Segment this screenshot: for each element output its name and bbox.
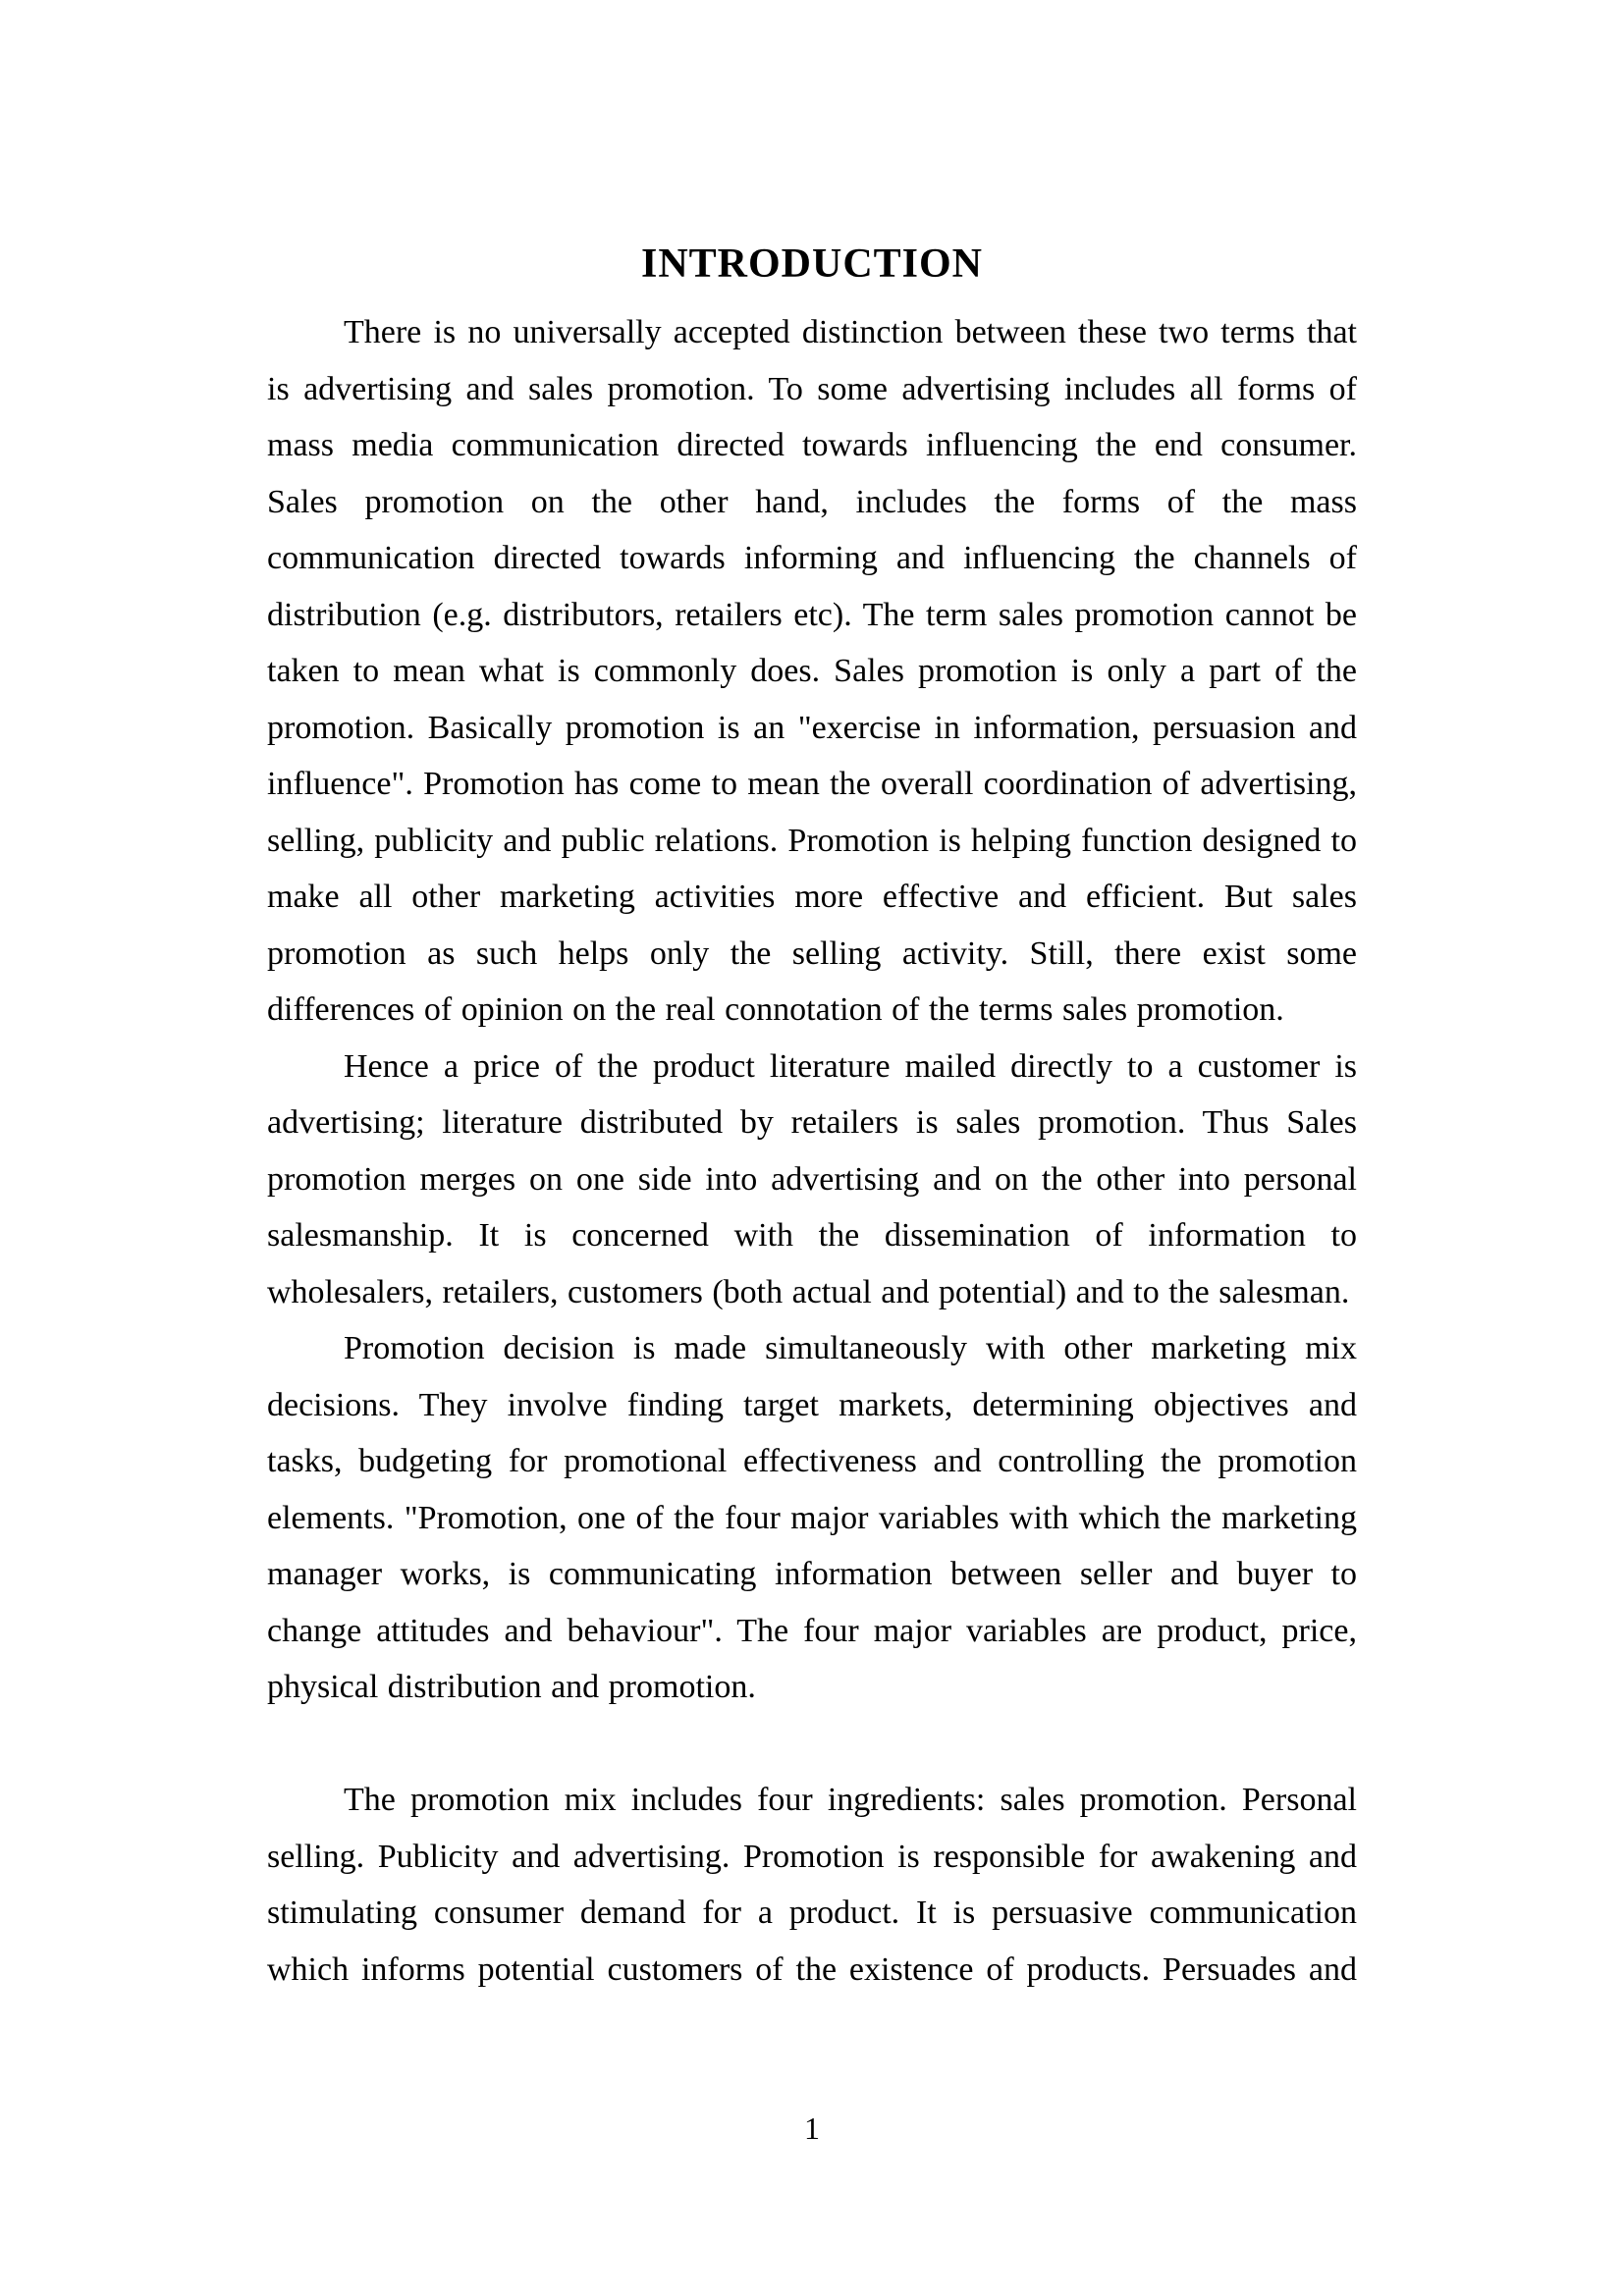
paragraph-3: Promotion decision is made simultaneously with other marketing mix decisions. They involve finding target markets, determining objectives and tasks, budgeting for promotional effectiveness and controlling the promotion elements. "Promotion, one of the four major variables with which the marketing manager works, is communicating information between seller and buyer to change attitudes and behaviour". The four major variables are product, price, physical distribution and promotion.	[267, 1330, 1357, 1705]
paragraph-4: The promotion mix includes four ingredients: sales promotion. Personal selling. Publicity and advertising. Promotion is responsible for awakening and stimulating consumer demand for a product. It is persuasive communication which informs potential customers of the existence of products. Persuades and	[267, 1782, 1357, 1988]
document-content	[267, 234, 1357, 1998]
page-number: 1	[804, 2110, 820, 2146]
paragraph-2: Hence a price of the product literature mailed directly to a customer is advertising; literature distributed by retailers is sales promotion. Thus Sales promotion merges on one side into advertising and on the other into personal salesmanship. It is concerned with the dissemination of information to wholesalers, retailers, customers (both actual and potential) and to the salesman.	[267, 1047, 1357, 1310]
document-title: INTRODUCTION	[640, 241, 984, 287]
paragraph-1: There is no universally accepted distinction between these two terms that is advertising and sales promotion. To some advertising includes all forms of mass media communication directed towards influencing the end consumer. Sales promotion on the other hand, includes the forms of the mass communication directed towards informing and influencing the channels of distribution (e.g. distributors, retailers etc). The term sales promotion cannot be taken to mean what is commonly does. Sales promotion is only a part of the promotion. Basically promotion is an "exercise in information, persuasion and influence". Promotion has come to mean the overall coordination of advertising, selling, publicity and public relations. Promotion is helping function designed to make all other marketing activities more effective and efficient. But sales promotion as such helps only the selling activity. Still, there exist some differences of opinion on the real connotation of the terms sales promotion.	[267, 314, 1357, 1028]
